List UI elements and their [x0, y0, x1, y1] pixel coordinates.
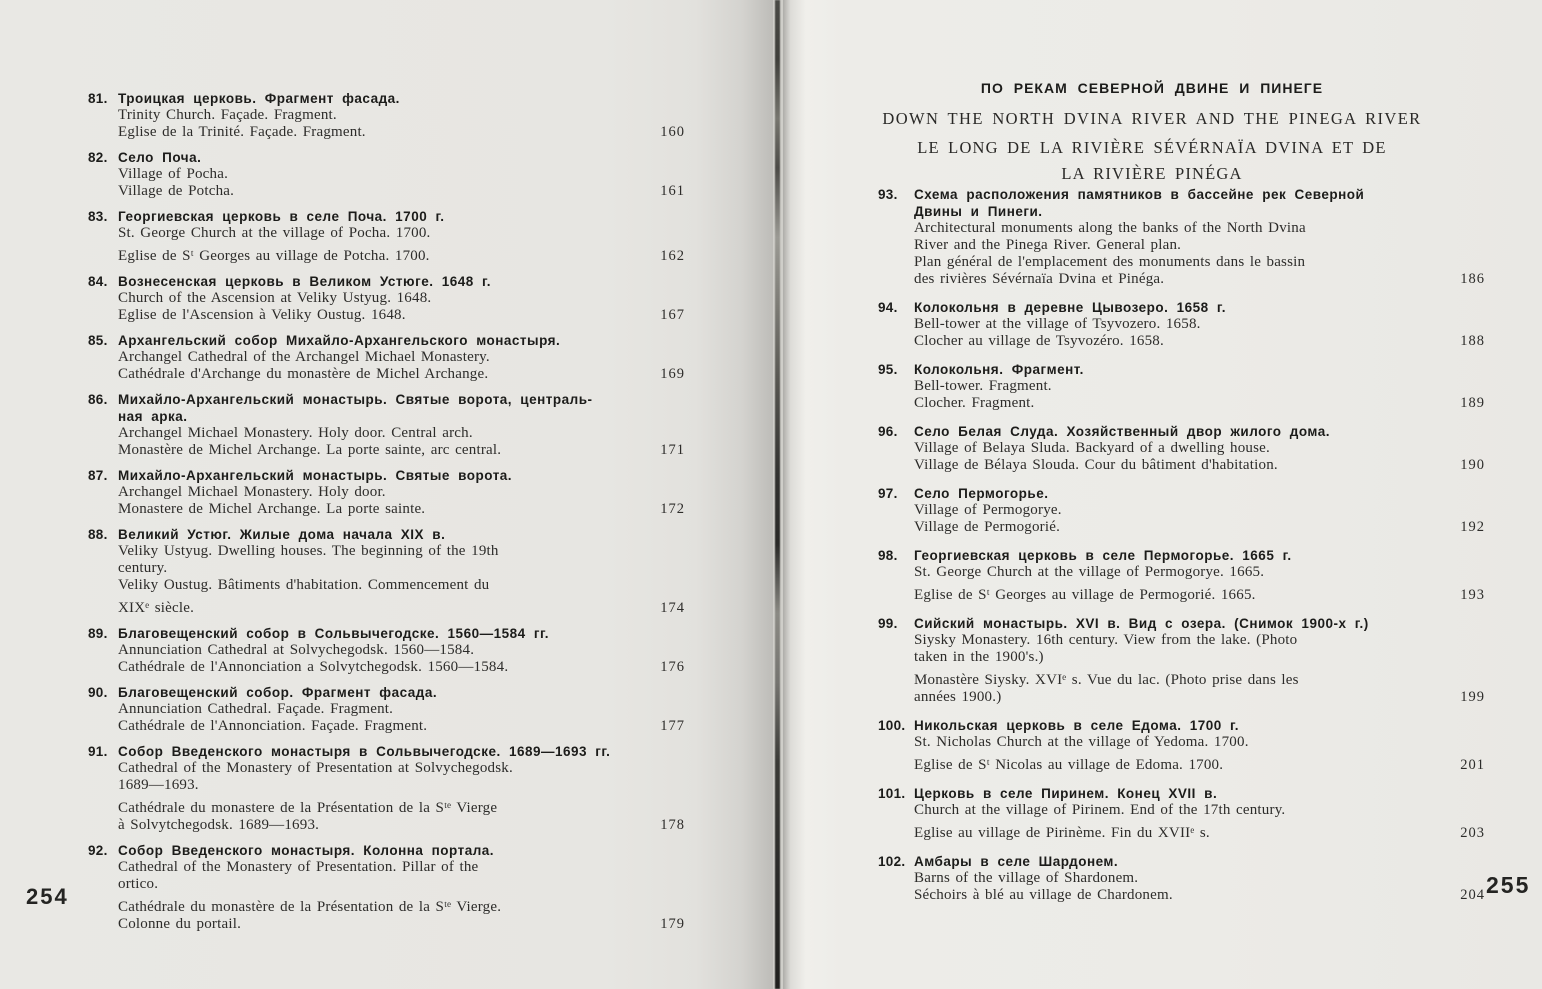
entry-page-ref: 179 [660, 916, 685, 932]
entry-page-ref: 178 [660, 817, 685, 833]
entry-number: 82. [88, 150, 108, 165]
entry-line-lat: Cathédrale de l'Annonciation a Solvytchegodsk. 1560—1584. [118, 659, 509, 675]
entry-caption-lines [118, 90, 660, 141]
entry-line-lat: Church of the Ascension at Veliky Ustyug. 1648. [118, 290, 432, 306]
entry-caption-lines [914, 299, 1460, 350]
entry-page-ref: 172 [660, 501, 685, 517]
entry-number: 86. [88, 392, 108, 407]
entry-line-lat: St. George Church at the village of Permogorye. 1665. [914, 564, 1265, 580]
entry-page-ref: 171 [660, 442, 685, 458]
entry-line-lat: Cathedral of the Monastery of Presentation. Pillar of the [118, 859, 479, 875]
entry-line-lat: 1689—1693. [118, 777, 199, 793]
entry-line-lat: Cathédrale du monastere de la Présentation de la Sᵗᵉ Vierge [118, 800, 498, 816]
entry-number: 99. [878, 616, 898, 631]
entry-line-ru: Собор Введенского монастыря в Сольвычегодске. 1689—1693 гг. [118, 744, 611, 759]
entry-line-ru: Сийский монастырь. XVI в. Вид с озера. (Снимок 1900-х г.) [914, 616, 1369, 631]
toc-entry [878, 361, 1485, 412]
page-number-right: 255 [1486, 872, 1531, 898]
entry-page-ref: 204 [1460, 887, 1485, 903]
toc-entry [878, 547, 1485, 604]
entry-line-ru: Георгиевская церковь в селе Пермогорье. 1665 г. [914, 548, 1292, 563]
toc-entry [88, 391, 685, 459]
page-gutter [773, 0, 783, 989]
entry-line-lat: Eglise de l'Ascension à Veliky Oustug. 1648. [118, 307, 406, 323]
toc-entry [88, 684, 685, 735]
entry-caption-lines [118, 743, 660, 834]
entry-line-lat: Siysky Monastery. 16th century. View from the lake. (Photo [914, 632, 1298, 648]
entry-line-ru: Двины и Пинеги. [914, 204, 1043, 219]
entry-number: 90. [88, 685, 108, 700]
toc-entry [878, 299, 1485, 350]
section-title-french-line1: LE LONG DE LA RIVIÈRE SÉVÉRNAÏA DVINA ET DE [917, 138, 1387, 157]
entry-number: 93. [878, 187, 898, 202]
toc-entry [88, 332, 685, 383]
entry-line-lat: Veliky Ustyug. Dwelling houses. The beginning of the 19th [118, 543, 499, 559]
entry-line-lat: Architectural monuments along the banks of the North Dvina [914, 220, 1306, 236]
entry-line-lat: Archangel Cathedral of the Archangel Michael Monastery. [118, 349, 490, 365]
entry-page-ref: 203 [1460, 825, 1485, 841]
entry-page-ref: 176 [660, 659, 685, 675]
entry-line-lat: Veliky Oustug. Bâtiments d'habitation. Commencement du [118, 577, 490, 593]
entry-number: 100. [878, 718, 906, 733]
entry-caption-lines [118, 625, 660, 676]
entry-line-ru: Собор Введенского монастыря. Колонна портала. [118, 843, 495, 858]
entry-line-ru: Троицкая церковь. Фрагмент фасада. [118, 91, 400, 106]
entry-line-lat: Eglise de Sᵗ Georges au village de Permogorié. 1665. [914, 587, 1256, 603]
entry-caption-lines [914, 547, 1460, 604]
entry-line-lat: des rivières Sévérnaïa Dvina et Pinéga. [914, 271, 1165, 287]
entry-line-ru: Колокольня в деревне Цывозеро. 1658 г. [914, 300, 1226, 315]
toc-entry [88, 842, 685, 933]
entry-line-lat: Eglise de Sᵗ Nicolas au village de Edoma. 1700. [914, 757, 1224, 773]
entry-line-lat: Eglise de la Trinité. Façade. Fragment. [118, 124, 366, 140]
entry-line-lat: St. Nicholas Church at the village of Yedoma. 1700. [914, 734, 1249, 750]
entry-line-lat: Village of Permogorye. [914, 502, 1062, 518]
entry-number: 89. [88, 626, 108, 641]
entry-line-ru: Михайло-Архангельский монастырь. Святые ворота, централь- [118, 392, 593, 407]
entry-caption-lines [914, 485, 1460, 536]
entry-line-lat: Village de Bélaya Slouda. Cour du bâtiment d'habitation. [914, 457, 1278, 473]
entry-caption-lines [118, 149, 660, 200]
section-title-english: DOWN THE NORTH DVINA RIVER AND THE PINEGA RIVER [882, 109, 1422, 128]
entry-line-lat: Archangel Michael Monastery. Holy door. [118, 484, 386, 500]
toc-entry [878, 485, 1485, 536]
toc-entry [878, 423, 1485, 474]
entry-number: 102. [878, 854, 906, 869]
entry-line-lat: ortico. [118, 876, 159, 892]
entry-line-lat: XIXᵉ siècle. [118, 600, 195, 616]
page-number-left: 254 [26, 884, 69, 909]
section-title-french-line2: LA RIVIÈRE PINÉGA [1061, 164, 1243, 183]
entry-line-lat: Monastère de Michel Archange. La porte sainte, arc central. [118, 442, 502, 458]
entry-page-ref: 177 [660, 718, 685, 734]
toc-entry [88, 90, 685, 141]
toc-entry [878, 186, 1485, 288]
entry-line-lat: Annunciation Cathedral. Façade. Fragment. [118, 701, 394, 717]
entry-line-ru: Колокольня. Фрагмент. [914, 362, 1084, 377]
entry-page-ref: 160 [660, 124, 685, 140]
entry-line-lat: Clocher. Fragment. [914, 395, 1035, 411]
entry-line-lat: Clocher au village de Tsyvozéro. 1658. [914, 333, 1164, 349]
entry-line-lat: Eglise de Sᵗ Georges au village de Potcha. 1700. [118, 248, 430, 264]
entry-line-ru: Церковь в селе Пиринем. Конец XVII в. [914, 786, 1218, 801]
entry-caption-lines [914, 423, 1460, 474]
entry-line-lat: Monastère Siysky. XVIᵉ s. Vue du lac. (Photo prise dans les [914, 672, 1299, 688]
entry-line-ru: Благовещенский собор. Фрагмент фасада. [118, 685, 438, 700]
entry-number: 84. [88, 274, 108, 289]
binding-shadow [775, 0, 780, 989]
entry-number: 94. [878, 300, 898, 315]
entry-caption-lines [118, 467, 660, 518]
entry-page-ref: 193 [1460, 587, 1485, 603]
entry-line-lat: à Solvytchegodsk. 1689—1693. [118, 817, 320, 833]
entry-caption-lines [914, 615, 1460, 706]
entry-number: 97. [878, 486, 898, 501]
entry-line-ru: Великий Устюг. Жилые дома начала XIX в. [118, 527, 446, 542]
entry-line-lat: Cathédrale d'Archange du monastère de Michel Archange. [118, 366, 489, 382]
entry-page-ref: 190 [1460, 457, 1485, 473]
entry-line-lat: Séchoirs à blé au village de Chardonem. [914, 887, 1173, 903]
toc-entry [88, 467, 685, 518]
entry-line-lat: River and the Pinega River. General plan. [914, 237, 1182, 253]
entry-number: 91. [88, 744, 108, 759]
entry-caption-lines [118, 684, 660, 735]
entry-line-ru: Село Поча. [118, 150, 202, 165]
entry-line-lat: Cathédrale du monastère de la Présentation de la Sᵗᵉ Vierge. [118, 899, 502, 915]
entry-line-lat: Village de Permogorié. [914, 519, 1061, 535]
entry-page-ref: 199 [1460, 689, 1485, 705]
entry-number: 87. [88, 468, 108, 483]
toc-entry [88, 273, 685, 324]
entry-line-lat: Cathedral of the Monastery of Presentation at Solvychegodsk. [118, 760, 513, 776]
toc-entry [88, 149, 685, 200]
entry-line-ru: Никольская церковь в селе Едома. 1700 г. [914, 718, 1240, 733]
entry-caption-lines [914, 361, 1460, 412]
entry-page-ref: 186 [1460, 271, 1485, 287]
entry-line-lat: taken in the 1900's.) [914, 649, 1044, 665]
entry-line-ru: Схема расположения памятников в бассейне рек Северной [914, 187, 1365, 202]
entry-page-ref: 162 [660, 248, 685, 264]
entry-number: 88. [88, 527, 108, 542]
toc-entry [88, 208, 685, 265]
entry-line-ru: Амбары в селе Шардонем. [914, 854, 1119, 869]
entry-line-lat: Village de Potcha. [118, 183, 235, 199]
entry-page-ref: 161 [660, 183, 685, 199]
entry-caption-lines [914, 186, 1460, 288]
entry-line-ru: Георгиевская церковь в селе Поча. 1700 г. [118, 209, 445, 224]
entry-line-ru: Архангельский собор Михайло-Архангельского монастыря. [118, 333, 561, 348]
entry-line-lat: Village of Pocha. [118, 166, 229, 182]
entry-line-ru: Село Белая Слуда. Хозяйственный двор жилого дома. [914, 424, 1330, 439]
toc-entry [88, 526, 685, 617]
entry-number: 96. [878, 424, 898, 439]
entry-caption-lines [118, 208, 660, 265]
entry-line-lat: années 1900.) [914, 689, 1002, 705]
entry-caption-lines [118, 273, 660, 324]
entry-line-lat: Trinity Church. Façade. Fragment. [118, 107, 337, 123]
entry-page-ref: 169 [660, 366, 685, 382]
entry-number: 98. [878, 548, 898, 563]
entry-line-lat: Bell-tower at the village of Tsyvozero. 1658. [914, 316, 1201, 332]
entry-line-lat: Barns of the village of Shardonem. [914, 870, 1139, 886]
right-page-entries [878, 186, 1485, 915]
entry-line-ru: Село Пермогорье. [914, 486, 1049, 501]
toc-entry [88, 743, 685, 834]
entry-line-lat: St. George Church at the village of Pocha. 1700. [118, 225, 431, 241]
entry-page-ref: 188 [1460, 333, 1485, 349]
entry-caption-lines [118, 332, 660, 383]
entry-caption-lines [914, 717, 1460, 774]
entry-page-ref: 167 [660, 307, 685, 323]
section-title-russian: ПО РЕКАМ СЕВЕРНОЙ ДВИНЕ И ПИНЕГЕ [980, 80, 1324, 96]
entry-number: 92. [88, 843, 108, 858]
toc-entry [878, 853, 1485, 904]
entry-number: 81. [88, 91, 108, 106]
entry-caption-lines [118, 526, 660, 617]
entry-line-lat: Annunciation Cathedral at Solvychegodsk. 1560—1584. [118, 642, 475, 658]
entry-caption-lines [118, 391, 660, 459]
entry-page-ref: 201 [1460, 757, 1485, 773]
entry-line-ru: Михайло-Архангельский монастырь. Святые ворота. [118, 468, 513, 483]
left-page-entries [88, 90, 685, 941]
entry-page-ref: 189 [1460, 395, 1485, 411]
toc-entry [878, 717, 1485, 774]
entry-line-lat: Monastere de Michel Archange. La porte sainte. [118, 501, 426, 517]
entry-page-ref: 174 [660, 600, 685, 616]
right-page [783, 0, 1542, 989]
entry-line-lat: Plan général de l'emplacement des monuments dans le bassin [914, 254, 1306, 270]
entry-line-lat: Bell-tower. Fragment. [914, 378, 1052, 394]
entry-line-lat: Village of Belaya Sluda. Backyard of a dwelling house. [914, 440, 1270, 456]
entry-line-ru: Благовещенский собор в Сольвычегодске. 1560—1584 гг. [118, 626, 550, 641]
entry-line-lat: Archangel Michael Monastery. Holy door. Central arch. [118, 425, 473, 441]
entry-line-lat: Eglise au village de Pirinème. Fin du XVIIᵉ s. [914, 825, 1210, 841]
entry-line-ru: Вознесенская церковь в Великом Устюге. 1648 г. [118, 274, 492, 289]
entry-number: 83. [88, 209, 108, 224]
entry-line-lat: century. [118, 560, 168, 576]
entry-number: 101. [878, 786, 906, 801]
entry-line-lat: Colonne du portail. [118, 916, 242, 932]
toc-entry [878, 785, 1485, 842]
entry-line-lat: Cathédrale de l'Annonciation. Façade. Fragment. [118, 718, 428, 734]
entry-line-ru: ная арка. [118, 409, 188, 424]
entry-page-ref: 192 [1460, 519, 1485, 535]
entry-caption-lines [118, 842, 660, 933]
entry-caption-lines [914, 785, 1460, 842]
toc-entry [88, 625, 685, 676]
entry-number: 85. [88, 333, 108, 348]
entry-caption-lines [914, 853, 1460, 904]
toc-entry [878, 615, 1485, 706]
entry-number: 95. [878, 362, 898, 377]
entry-line-lat: Church at the village of Pirinem. End of the 17th century. [914, 802, 1286, 818]
